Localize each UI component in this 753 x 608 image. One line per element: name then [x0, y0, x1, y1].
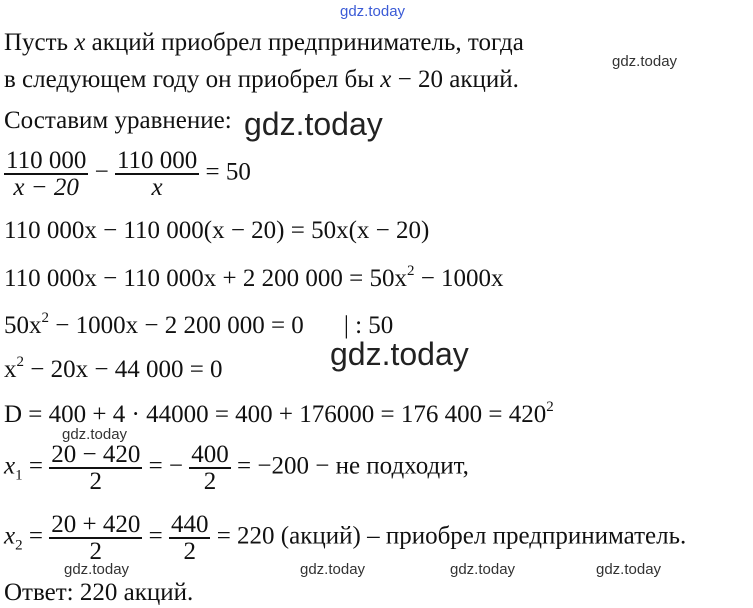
equation-rhs: = 50 [199, 158, 251, 186]
watermark-bottom-4: gdz.today [596, 561, 662, 578]
fraction-1 [4, 148, 88, 200]
intro-text-1a: Пусть [4, 29, 75, 56]
intro-text-2a: в следующем году он приобрел бы [4, 66, 381, 93]
root-x2-line [4, 512, 686, 564]
watermark-bottom-2: gdz.today [300, 561, 366, 578]
variable-x1: x [4, 452, 16, 480]
fraction-2-denominator: x [115, 173, 199, 200]
eq4-text-a: 50x [4, 312, 42, 339]
watermark-bottom-3: gdz.today [450, 561, 516, 578]
variable-x2: x [4, 522, 16, 550]
eq5-text-a: x [4, 356, 17, 383]
fraction-1-numerator: 110 000 [6, 147, 87, 174]
answer-line: Ответ: 220 акций. [4, 579, 194, 606]
watermark-large-2: gdz.today [330, 336, 469, 372]
eq3-superscript: 2 [406, 263, 415, 279]
x1-subscript: 1 [15, 467, 23, 484]
variable-x: x [380, 66, 392, 93]
equation-fraction [4, 148, 251, 200]
intro-text-1b: акций приобрел предприниматель, тогда [85, 29, 524, 56]
discriminant-line [4, 399, 554, 428]
x2-fraction-1 [49, 512, 142, 564]
equals-sign: = [22, 452, 50, 480]
x1-mid: = − [142, 452, 190, 480]
x1-fraction-2-denominator: 2 [189, 467, 231, 494]
watermark-large-1: gdz.today [244, 106, 383, 142]
eq3-text-b: − 1000x [414, 265, 504, 292]
intro-line-2 [4, 67, 519, 92]
x1-fraction-2 [189, 442, 231, 494]
eq5-text-b: − 20x − 44 000 = 0 [24, 356, 223, 383]
watermark-top: gdz.today [340, 3, 406, 20]
equation-step-5 [4, 354, 223, 383]
x1-fraction-2-numerator: 400 [191, 441, 229, 468]
x2-result: = 220 (акций) – приобрел предприниматель. [210, 522, 687, 550]
discriminant-text: D = 400 + 4 · 44000 = 400 + 176000 = 176 400 = 420 [4, 401, 547, 428]
x1-fraction-1 [49, 442, 142, 494]
equation-step-2: 110 000x − 110 000(x − 20) = 50x(x − 20) [4, 217, 430, 244]
x1-fraction-1-numerator: 20 − 420 [51, 441, 141, 468]
x1-result: = −200 − не подходит, [230, 452, 469, 480]
x2-fraction-2-denominator: 2 [169, 537, 211, 564]
eq3-text-a: 110 000x − 110 000x + 2 200 000 = 50x [4, 265, 407, 292]
intro-line-1 [4, 30, 524, 55]
x2-fraction-1-denominator: 2 [49, 537, 142, 564]
x2-mid: = [142, 522, 169, 550]
x2-fraction-1-numerator: 20 + 420 [51, 511, 141, 538]
fraction-2 [115, 148, 199, 200]
equation-step-3 [4, 263, 504, 292]
fraction-2-numerator: 110 000 [116, 147, 198, 174]
eq4-superscript: 2 [41, 310, 49, 326]
fraction-1-denominator: x − 20 [4, 173, 88, 200]
x2-subscript: 2 [15, 537, 23, 554]
eq5-superscript: 2 [16, 354, 24, 370]
x2-fraction-2-numerator: 440 [170, 511, 209, 538]
x2-fraction-2 [169, 512, 211, 564]
compose-equation-line: Составим уравнение: [4, 107, 232, 134]
intro-text-2b: − 20 акций. [391, 66, 519, 93]
watermark-bottom-1: gdz.today [64, 561, 130, 578]
root-x1-line [4, 442, 469, 494]
equation-step-4 [4, 310, 394, 339]
divide-note: | : 50 [343, 312, 394, 339]
minus-sign: − [88, 158, 115, 186]
discriminant-superscript: 2 [546, 399, 554, 415]
eq4-text-b: − 1000x − 2 200 000 = 0 [49, 312, 304, 339]
watermark-right: gdz.today [612, 53, 678, 70]
x1-fraction-1-denominator: 2 [49, 467, 142, 494]
equals-sign: = [22, 522, 50, 550]
variable-x: x [74, 29, 86, 56]
watermark-left-mid: gdz.today [62, 426, 128, 443]
